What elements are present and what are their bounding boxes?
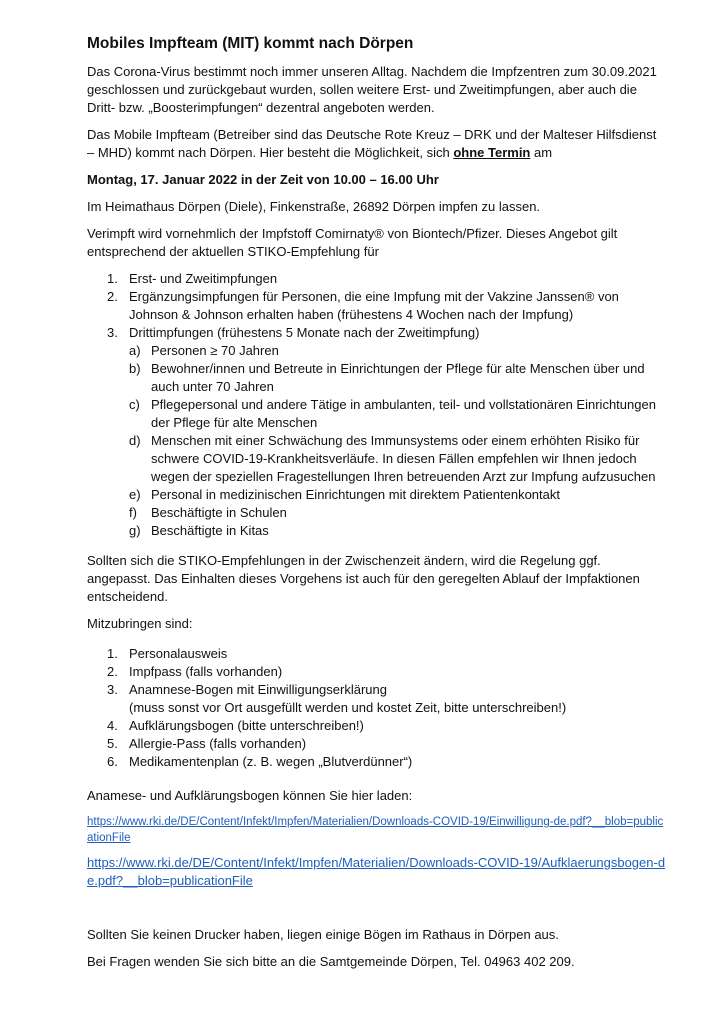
- sub-list-item: [129, 522, 667, 540]
- sub-list-item: [129, 396, 667, 432]
- operator-text-end: am: [534, 145, 553, 160]
- list-item: [87, 717, 667, 735]
- list-item: [87, 663, 667, 681]
- offer-list: [87, 270, 667, 540]
- sub-list-item: [129, 486, 667, 504]
- intro-paragraph: Das Corona-Virus bestimmt noch immer unseren Alltag. Nachdem die Impfzentren zum 30.09.2021 geschlossen und zurückgebaut wurden, sollen weitere Erst- und Zweitimpfungen, aber auch die Dritt- bzw. „Boosterimpfungen“ dezentral angeboten werden.: [87, 64, 657, 115]
- download-text: Anamese- und Aufklärungsbogen können Sie hier laden:: [87, 788, 413, 803]
- list-marker: 6.: [107, 754, 118, 769]
- list-item-text: Erst- und Zweitimpfungen: [129, 271, 278, 286]
- document-page: [87, 34, 667, 980]
- stiko-note: Sollten sich die STIKO-Empfehlungen in der Zwischenzeit ändern, wird die Regelung ggf. angepasst. Das Einhalten dieses Vorgehens ist auch für den geregelten Ablauf der Impfaktionen entscheidend.: [87, 553, 640, 604]
- list-item: [87, 288, 667, 324]
- sub-list-item-text: Personal in medizinischen Einrichtungen mit direktem Patientenkontakt: [151, 487, 560, 502]
- sub-list-item-text: Beschäftigte in Kitas: [151, 523, 269, 538]
- list-marker: 3.: [107, 682, 118, 697]
- list-item-text: Allergie-Pass (falls vorhanden): [129, 736, 307, 751]
- sub-list-marker: d): [129, 433, 141, 448]
- sub-list-item-text: Personen ≥ 70 Jahren: [151, 343, 279, 358]
- no-appointment-emphasis: ohne Termin: [453, 145, 531, 160]
- list-item: [87, 681, 667, 717]
- sub-list-item: [129, 360, 667, 396]
- list-item-note: (muss sonst vor Ort ausgefüllt werden und kostet Zeit, bitte unterschreiben!): [129, 700, 567, 715]
- sub-list-item: [129, 432, 667, 486]
- sub-list-marker: g): [129, 523, 141, 538]
- list-item: [87, 753, 667, 771]
- event-location: Im Heimathaus Dörpen (Diele), Finkenstraße, 26892 Dörpen impfen zu lassen.: [87, 199, 541, 214]
- sub-list-item-text: Pflegepersonal und andere Tätige in ambulanten, teil- und vollstationären Einrichtungen der Pflege für alte Menschen: [151, 397, 656, 430]
- list-item-text: Personalausweis: [129, 646, 228, 661]
- sub-list-item: [129, 504, 667, 522]
- sub-list-marker: c): [129, 397, 140, 412]
- event-date: Montag, 17. Januar 2022 in der Zeit von 10.00 – 16.00 Uhr: [87, 172, 439, 187]
- sub-list-marker: f): [129, 505, 137, 520]
- consent-form-link[interactable]: https://www.rki.de/DE/Content/Infekt/Impfen/Materialien/Downloads-COVID-19/Einwilligung-de.pdf?__blob=publicationFile: [87, 816, 664, 844]
- sub-list-item: [129, 342, 667, 360]
- sub-list-item-text: Beschäftigte in Schulen: [151, 505, 287, 520]
- list-marker: 3.: [107, 325, 118, 340]
- list-item: [87, 324, 667, 540]
- list-marker: 1.: [107, 646, 118, 661]
- list-marker: 1.: [107, 271, 118, 286]
- operator-paragraph: [87, 126, 667, 162]
- printer-note: Sollten Sie keinen Drucker haben, liegen einige Bögen im Rathaus in Dörpen aus.: [87, 927, 559, 942]
- list-item-text: Impfpass (falls vorhanden): [129, 664, 283, 679]
- list-marker: 2.: [107, 289, 118, 304]
- list-item-text: Aufklärungsbogen (bitte unterschreiben!): [129, 718, 364, 733]
- sub-list-marker: b): [129, 361, 141, 376]
- list-marker: 5.: [107, 736, 118, 751]
- list-item-text: Drittimpfungen (frühestens 5 Monate nach der Zweitimpfung): [129, 325, 480, 340]
- info-form-link[interactable]: https://www.rki.de/DE/Content/Infekt/Impfen/Materialien/Downloads-COVID-19/Aufklaerungsbogen-de.pdf?__blob=publicationFile: [87, 855, 666, 888]
- list-item-text: Ergänzungsimpfungen für Personen, die eine Impfung mit der Vakzine Janssen® von Johnson & Johnson erhalten haben (frühestens 4 Wochen nach der Impfung): [129, 289, 619, 322]
- sub-list-item-text: Menschen mit einer Schwächung des Immunsystems oder einem erhöhten Risiko für schwere COVID-19-Krankheitsverläufe. In diesen Fällen empfehlen wir Ihnen jedoch wegen der speziellen Fragestellungen Ihren betreuenden Arzt zur Impfung aufzusuchen: [151, 433, 656, 484]
- sub-list-item-text: Bewohner/innen und Betreute in Einrichtungen der Pflege für alte Menschen über und auch unter 70 Jahren: [151, 361, 645, 394]
- list-item-text: Medikamentenplan (z. B. wegen „Blutverdünner“): [129, 754, 413, 769]
- list-item: [87, 735, 667, 753]
- spacer: [87, 900, 667, 926]
- list-marker: 4.: [107, 718, 118, 733]
- bring-list: [87, 645, 667, 771]
- list-item: [87, 645, 667, 663]
- list-item-text: Anamnese-Bogen mit Einwilligungserklärung: [129, 682, 387, 697]
- sub-list-marker: a): [129, 343, 141, 358]
- bring-heading: Mitzubringen sind:: [87, 616, 193, 631]
- contact-line: Bei Fragen wenden Sie sich bitte an die Samtgemeinde Dörpen, Tel. 04963 402 209.: [87, 954, 575, 969]
- vaccine-paragraph: Verimpft wird vornehmlich der Impfstoff Comirnaty® von Biontech/Pfizer. Dieses Angebot gilt entsprechend der aktuellen STIKO-Empfehlung für: [87, 226, 618, 259]
- list-item: [87, 270, 667, 288]
- list-marker: 2.: [107, 664, 118, 679]
- document-title: Mobiles Impfteam (MIT) kommt nach Dörpen: [87, 35, 414, 52]
- third-dose-group-list: [129, 342, 667, 540]
- sub-list-marker: e): [129, 487, 141, 502]
- operator-text: Das Mobile Impfteam (Betreiber sind das Deutsche Rote Kreuz – DRK und der Malteser Hilfsdienst – MHD) kommt nach Dörpen. Hier besteht die Möglichkeit, sich: [87, 127, 657, 160]
